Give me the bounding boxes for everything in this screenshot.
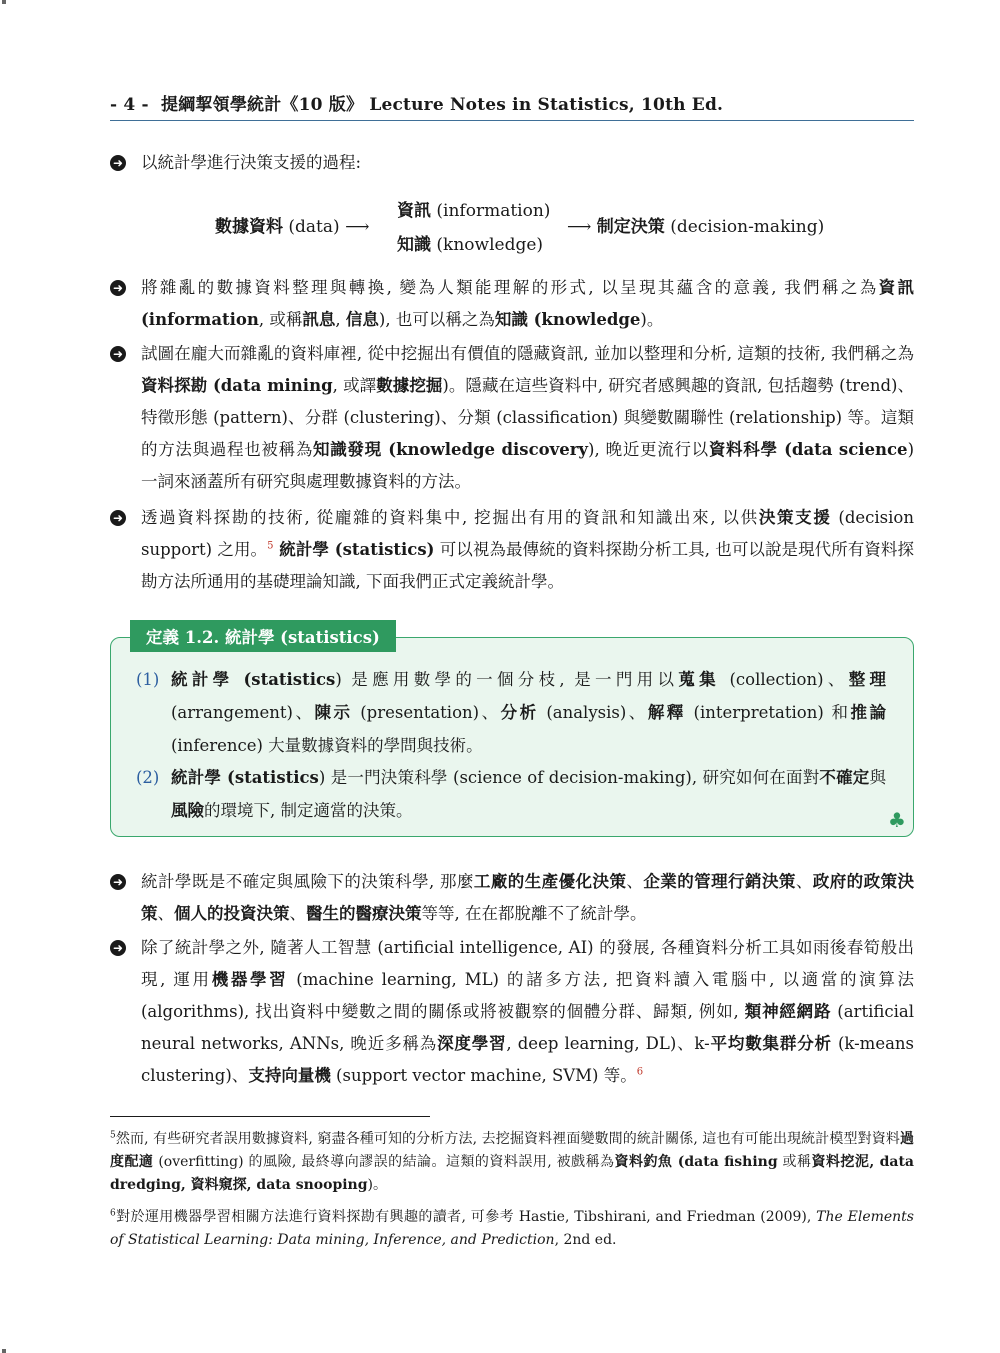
flow-decision: ⟶ 制定決策 (decision-making) xyxy=(567,217,825,237)
definition-text: 統計學 (statistics) 是應用數學的一個分枝, 是一門用以蒐集 (collection)、整理 (arrangement)、陳示 (presentation)、分析 (analysis)、解釋 (interpretation) 和推論 (inference) 大量數據資料的學問與技術。 xyxy=(171,670,887,755)
footnote-rule xyxy=(110,1116,430,1117)
arrow-circle-icon: ➜ xyxy=(110,155,126,171)
definition-title: 定義 1.2. 統計學 (statistics) xyxy=(130,620,396,652)
bullet-item xyxy=(110,272,914,336)
arrow-circle-icon: ➜ xyxy=(110,346,126,362)
footnote-number: 5 xyxy=(110,1130,116,1141)
bullet-text: 統計學既是不確定與風險下的決策科學, 那麼工廠的生產優化決策、企業的管理行銷決策、政府的政策決策、個人的投資決策、醫生的醫療決策等等, 在在都脫離不了統計學。 xyxy=(141,872,915,923)
item-number: (1) xyxy=(136,670,160,689)
flow-knowledge: 知識 (knowledge) xyxy=(397,235,544,255)
definition-item xyxy=(136,663,886,762)
arrow-circle-icon: ➜ xyxy=(110,510,126,526)
bullet-text: 將雜亂的數據資料整理與轉換, 變為人類能理解的形式, 以呈現其蘊含的意義, 我們稱之為資訊 (information, 或稱訊息, 信息), 也可以稱之為知識 (knowledge)。 xyxy=(141,278,914,329)
footnote: $^5$然而, 有些研究者誤用數據資料, 窮盡各種可知的分析方法, 去挖掘資料裡面變數間的統計關係, 這也有可能出現統計模型對資料過度配適 (overfitting) 的風險, 最終導向謬誤的結論。這類的資料誤用, 被戲稱為資料釣魚 (data fishing 或稱資料挖泥, data dredging, 資料窺探, data snooping)。 xyxy=(110,1130,914,1193)
footnote: $^6$對於運用機器學習相關方法進行資料探勘有興趣的讀者, 可參考 Hastie, Tibshirani, and Friedman (2009), The Elements of Statistical Learning: Data mining, Inference, and Prediction, 2nd ed. xyxy=(110,1208,914,1248)
definition-item xyxy=(136,761,886,827)
flow-information: 資訊 (information) xyxy=(397,201,551,221)
footnote-number: 6 xyxy=(110,1208,116,1219)
arrow-circle-icon: ➜ xyxy=(110,940,126,956)
page-number: - 4 - xyxy=(110,95,149,115)
bullet-text: 試圖在龐大而雜亂的資料庫裡, 從中挖掘出有價值的隱藏資訊, 並加以整理和分析, 這類的技術, 我們稱之為資料探勘 (data mining, 或譯數據挖掘)。隱藏在這些資料中, 研究者感興趣的資訊, 包括趨勢 (trend)、特徵形態 (pattern)、分群 (clustering)、分類 (classification) 與變數關聯性 (relationship) 等。這類的方法與過程也被稱為知識發現 (knowledge discovery), 晚近更流行以資料科學 (data science) 一詞來涵蓋所有研究與處理數據資料的方法。 xyxy=(141,344,915,491)
crop-mark xyxy=(2,0,6,4)
bullet-item xyxy=(110,932,914,1092)
bullet-text: 以統計學進行決策支援的過程: xyxy=(141,153,362,172)
bullet-item xyxy=(110,338,914,498)
crop-mark xyxy=(2,1349,6,1353)
bullet-text: 除了統計學之外, 隨著人工智慧 (artificial intelligence, AI) 的發展, 各種資料分析工具如雨後春筍般出現, 運用機器學習 (machine learning, ML) 的諸多方法, 把資料讀入電腦中, 以適當的演算法 (algorithms), 找出資料中變數之間的關係或將被觀察的個體分群、歸類, 例如, 類神經網路 (artificial neural networks, ANNs, 晚近多稱為深度學習, deep learning, DL)、k-平均數集群分析 (k-means clustering)、支持向量機 (support vector machine, SVM) 等。$^6$ xyxy=(141,938,915,1085)
footnote-ref: 6 xyxy=(636,1066,644,1078)
decision-flow xyxy=(215,192,895,262)
arrow-circle-icon: ➜ xyxy=(110,280,126,296)
flow-arrow: ⟶ xyxy=(567,217,592,237)
bullet-text: 透過資料探勘的技術, 從龐雜的資料集中, 挖掘出有用的資訊和知識出來, 以供決策支援 (decision support) 之用。$^5$ 統計學 (statistics) 可以視為最傳統的資料探勘分析工具, 也可以說是現代所有資料探勘方法所通用的基礎理論知識, 下面我們正式定義統計學。 xyxy=(141,508,914,591)
book-title: 提綱挈領學統計《10 版》 Lecture Notes in Statistics, 10th Ed. xyxy=(161,95,724,115)
footnote-ref: 5 xyxy=(267,540,274,552)
definition-text: 統計學 (statistics) 是一門決策科學 (science of decision-making), 研究如何在面對不確定與風險的環境下, 制定適當的決策。 xyxy=(171,768,887,820)
flow-arrow: ⟶ xyxy=(345,217,370,237)
flow-data: 數據資料 (data) ⟶ xyxy=(215,217,370,237)
running-header xyxy=(110,90,914,121)
bullet-item xyxy=(110,866,914,930)
bullet-item xyxy=(110,502,914,598)
club-icon: ♣ xyxy=(888,808,906,832)
bullet-item xyxy=(110,147,914,179)
item-number: (2) xyxy=(136,768,160,787)
arrow-circle-icon: ➜ xyxy=(110,874,126,890)
